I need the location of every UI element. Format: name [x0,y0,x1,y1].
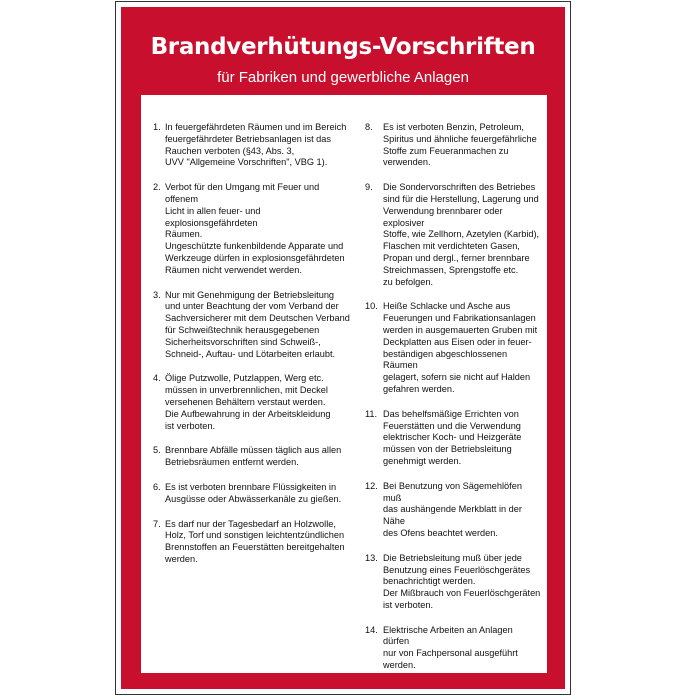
rule-item-9 [365,182,541,288]
sign-title: Brandverhütungs-Vorschriften [150,34,536,60]
rule-number: 7. [153,518,161,529]
rule-item-14 [365,625,541,672]
rule-number: 6. [153,481,161,492]
rule-number: 13. [365,552,378,563]
rule-number: 10. [365,301,378,312]
rule-item-12 [365,481,541,540]
rule-item-8 [365,122,541,169]
rule-text: Bei Benutzung von Sägemehlöfen muß das aushängende Merkblatt in der Nähe des Ofens beachtet werden. [383,480,522,538]
rule-text: Es ist verboten Benzin, Petroleum, Spiritus und ähnliche feuergefährliche Stoffe zum Feueranmachen zu verwenden. [383,122,537,168]
rule-number: 8. [365,122,373,132]
rule-number: 4. [153,373,161,384]
red-frame [121,7,565,689]
rule-text: Die Betriebsleitung muß über jede Benutzung eines Feuerlöschgerätes benachrichtigt werden. Der Mißbrauch von Feuerlöschgeräten ist verboten. [383,552,541,610]
rule-item-7 [153,519,353,566]
rule-number: 11. [365,408,378,419]
regulation-sign [115,1,571,695]
rules-column-right [365,122,541,685]
rule-item-4 [153,373,353,432]
rule-item-11 [365,409,541,468]
rule-item-13 [365,553,541,612]
rule-text: Es darf nur der Tagesbedarf an Holzwolle, Holz, Torf und sonstigen leichtentzündlichen Brennstoffen an Feuerstätten bereitgehalten werden. [165,518,345,564]
rule-item-10 [365,301,541,395]
rule-text: Nur mit Genehmigung der Betriebsleitung und unter Beachtung der vom Verband der Sachversicherer mit dem Deutschen Verband für Schweißtechnik herausgegebenen Sicherheitsvorschriften sind Schweiß-, Schneid-, Auftau- und Lötarbeiten erlaubt. [165,289,350,359]
rule-item-6 [153,482,353,506]
rules-column-left [153,122,353,579]
sign-subtitle: für Fabriken und gewerbliche Anlagen [217,69,469,86]
rule-text: Elektrische Arbeiten an Anlagen dürfen nur von Fachpersonal ausgeführt werden. [383,624,518,671]
rule-text: Brennbare Abfälle müssen täglich aus allen Betriebsräumen entfernt werden. [165,445,342,468]
rule-number: 5. [153,445,161,456]
rule-item-1 [153,122,353,169]
rule-text: Das behelfsmäßige Errichten von Feuerstätten und die Verwendung elektrischer Koch- und Heizgeräte müssen von der Betriebsleitung genehmigt werden. [383,408,522,466]
rule-number: 2. [153,182,161,193]
rule-text: Es ist verboten brennbare Flüssigkeiten in Ausgüsse oder Abwässerkanäle zu gießen. [165,481,342,504]
rule-number: 1. [153,122,161,132]
rule-number: 14. [365,624,378,635]
rule-item-3 [153,290,353,361]
rule-item-2 [153,182,353,276]
rule-number: 9. [365,182,373,193]
rule-text: Die Sondervorschriften des Betriebes sind für die Herstellung, Lagerung und Verwendung brennbarer oder explosiver Stoffe, wie Zellhorn, Azetylen (Karbid), Flaschen mit verdichteten Gasen, Propan und dergl., ferner brennbare Streichmassen, Sprengstoffe etc. zu befolgen. [383,182,540,287]
rules-panel [141,95,547,673]
rule-text: Heiße Schlacke und Asche aus Feuerungen und Fabrikationsanlagen werden in ausgemauerten Gruben mit Deckplatten aus Eisen oder in feuer- beständigen abgeschlossenen Räumen gelagert, sofern sie nicht auf Halden gefahren werden. [383,301,538,394]
rule-number: 3. [153,289,161,300]
rule-item-5 [153,445,353,469]
rule-number: 12. [365,480,378,491]
rule-text: Ölige Putzwolle, Putzlappen, Werg etc. müssen in unverbrennlichen, mit Deckel versehenen Behältern verstaut werden. Die Aufbewahrung in der Arbeitskleidung ist verboten. [165,373,331,431]
rule-text: In feuergefährdeten Räumen und im Bereich feuergefährdeter Betriebsanlagen ist das Rauchen verboten (§43, Abs. 3, UVV "Allgemeine Vorschriften", VBG 1). [165,122,347,168]
rule-text: Verbot für den Umgang mit Feuer und offenem Licht in allen feuer- und explosionsgefährdeten Räumen. Ungeschützte funkenbildende Apparate und Werkzeuge dürfen in explosionsgefährdeten Räumen nicht verwendet werden. [165,182,345,275]
